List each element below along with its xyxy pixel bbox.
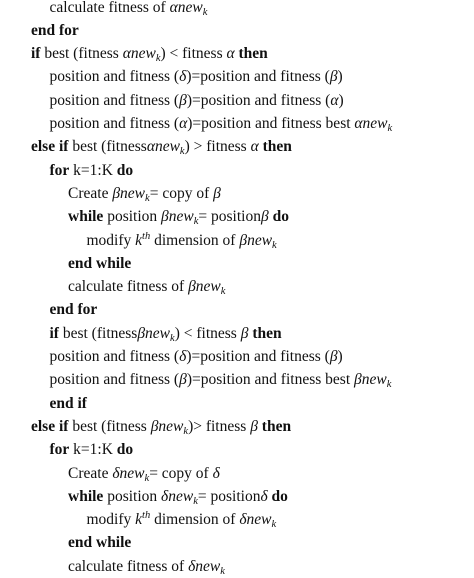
math-symbol: βnew xyxy=(188,278,221,296)
math-symbol: α xyxy=(226,45,235,63)
keyword: then xyxy=(261,417,292,435)
math-symbol: k xyxy=(271,519,277,531)
math-symbol: α xyxy=(330,91,339,109)
math-symbol: β xyxy=(260,208,269,226)
algorithm-line xyxy=(50,392,87,415)
statement-text: )=position and fitness best xyxy=(187,115,355,132)
algorithm-line xyxy=(31,415,291,438)
statement-text: )=position and fitness ( xyxy=(186,91,331,109)
math-symbol: k xyxy=(220,286,226,298)
statement-text: position and fitness ( xyxy=(49,348,180,365)
keyword: end while xyxy=(68,254,132,272)
algorithm-line xyxy=(87,229,277,252)
statement-text: ) xyxy=(338,91,344,109)
statement-text: k=1:K xyxy=(69,441,117,459)
math-symbol: k xyxy=(202,6,208,18)
statement-text: position xyxy=(103,208,162,226)
math-symbol: βnew xyxy=(150,417,184,435)
math-symbol: δ xyxy=(179,68,187,86)
statement-text: position and fitness ( xyxy=(49,371,180,389)
math-symbol: α xyxy=(179,115,188,132)
math-symbol: β xyxy=(250,417,258,435)
keyword: then xyxy=(262,138,292,156)
math-symbol: β xyxy=(329,348,338,365)
math-symbol: β xyxy=(329,68,338,86)
statement-text: calculate fitness of xyxy=(68,557,189,575)
math-symbol: δ xyxy=(179,348,187,365)
keyword: while xyxy=(68,208,104,226)
algorithm-line xyxy=(68,485,288,508)
statement-text: ) xyxy=(337,348,343,365)
keyword: end for xyxy=(31,21,79,39)
math-symbol: βnew xyxy=(137,324,171,342)
math-symbol: th xyxy=(142,510,151,522)
math-symbol: k xyxy=(155,53,161,65)
math-symbol: β xyxy=(240,324,249,342)
math-symbol: βnew xyxy=(161,208,194,226)
algorithm-line xyxy=(31,135,292,158)
algorithm-line xyxy=(50,159,134,182)
statement-text: = position xyxy=(198,208,261,226)
keyword: then xyxy=(252,324,282,342)
math-symbol: αnew xyxy=(122,45,156,63)
algorithm-line xyxy=(87,508,277,531)
keyword: else if xyxy=(31,417,69,435)
math-symbol: k xyxy=(272,239,277,251)
math-symbol: αnew xyxy=(146,138,180,156)
keyword: do xyxy=(116,441,134,459)
math-symbol: βnew xyxy=(112,184,146,202)
math-symbol: δnew xyxy=(112,464,145,482)
statement-text: ) < fitness xyxy=(174,324,241,342)
statement-text: k=1:K xyxy=(69,161,117,179)
statement-text: = copy of xyxy=(149,184,214,202)
statement-text: best (fitness xyxy=(40,45,123,63)
math-symbol: βnew xyxy=(354,371,387,389)
math-symbol: k xyxy=(170,332,175,344)
math-symbol: k xyxy=(145,192,150,204)
algorithm-line xyxy=(68,531,131,554)
algorithm-line xyxy=(68,205,289,228)
statement-text: best (fitness xyxy=(58,324,138,342)
statement-text: best (fitness xyxy=(68,138,147,156)
math-symbol: αnew xyxy=(169,0,203,16)
statement-text: Create xyxy=(68,464,113,482)
statement-text: = position xyxy=(197,487,261,505)
algorithm-line xyxy=(50,298,98,321)
keyword: while xyxy=(68,487,104,505)
algorithm-line xyxy=(31,42,268,65)
math-symbol: k xyxy=(193,495,198,507)
math-symbol: k xyxy=(193,216,199,228)
algorithm-line xyxy=(68,252,131,275)
statement-text: dimension of xyxy=(150,511,240,529)
keyword: else if xyxy=(31,138,69,156)
keyword: for xyxy=(49,441,70,459)
math-symbol: k xyxy=(220,565,225,577)
statement-text: )=position and fitness best xyxy=(186,371,354,389)
algorithm-line xyxy=(68,555,225,578)
math-symbol: αnew xyxy=(354,115,388,132)
math-symbol: α xyxy=(250,138,259,156)
statement-text: )=position and fitness ( xyxy=(186,348,330,365)
keyword: end while xyxy=(68,534,132,552)
keyword: if xyxy=(49,324,59,342)
statement-text: calculate fitness of xyxy=(49,0,170,16)
math-symbol: δnew xyxy=(239,511,272,529)
statement-text: modify xyxy=(86,511,136,529)
statement-text: )> fitness xyxy=(188,417,251,435)
keyword: then xyxy=(238,45,268,63)
math-symbol: δnew xyxy=(188,557,221,575)
math-symbol: β xyxy=(179,91,187,109)
keyword: end for xyxy=(49,301,98,319)
math-symbol: k xyxy=(179,146,185,158)
statement-text: Create xyxy=(68,184,113,202)
keyword: end if xyxy=(49,394,87,412)
algorithm-line xyxy=(31,19,79,42)
statement-text: position xyxy=(103,487,162,505)
algorithm-line xyxy=(50,322,282,345)
statement-text: position and fitness ( xyxy=(49,91,180,109)
algorithm-line xyxy=(50,89,344,112)
math-symbol: δ xyxy=(260,487,268,505)
keyword: do xyxy=(271,487,288,505)
algorithm-line xyxy=(68,182,221,205)
algorithm-line xyxy=(50,368,392,391)
statement-text: ) < fitness xyxy=(160,45,227,63)
statement-text: ) > fitness xyxy=(184,138,251,156)
statement-text: position and fitness ( xyxy=(49,115,180,132)
math-symbol: k xyxy=(386,379,392,391)
math-symbol: δnew xyxy=(161,487,194,505)
math-symbol: k xyxy=(387,123,393,134)
algorithm-line xyxy=(50,0,208,19)
math-symbol: k xyxy=(135,231,143,249)
math-symbol: βnew xyxy=(239,231,273,249)
algorithm-line xyxy=(50,65,343,88)
statement-text: position and fitness ( xyxy=(49,68,180,86)
statement-text: modify xyxy=(86,231,136,249)
statement-text: calculate fitness of xyxy=(68,278,189,296)
math-symbol: k xyxy=(135,511,143,529)
statement-text: = copy of xyxy=(149,464,213,482)
statement-text: best (fitness xyxy=(68,417,151,435)
algorithm-line xyxy=(68,462,220,485)
algorithm-line xyxy=(50,345,343,368)
algorithm-line xyxy=(50,438,134,461)
keyword: do xyxy=(116,161,134,179)
statement-text: ) xyxy=(337,68,343,86)
statement-text: dimension of xyxy=(150,231,240,249)
statement-text: )=position and fitness ( xyxy=(186,68,330,86)
math-symbol: δ xyxy=(212,464,220,482)
keyword: if xyxy=(31,45,41,63)
math-symbol: β xyxy=(213,184,221,202)
algorithm-line xyxy=(68,275,225,298)
keyword: do xyxy=(272,208,289,226)
algorithm-line xyxy=(50,112,393,135)
math-symbol: k xyxy=(144,472,150,484)
math-symbol: th xyxy=(142,230,151,242)
keyword: for xyxy=(49,161,70,179)
math-symbol: β xyxy=(179,371,187,389)
math-symbol: k xyxy=(183,425,189,437)
